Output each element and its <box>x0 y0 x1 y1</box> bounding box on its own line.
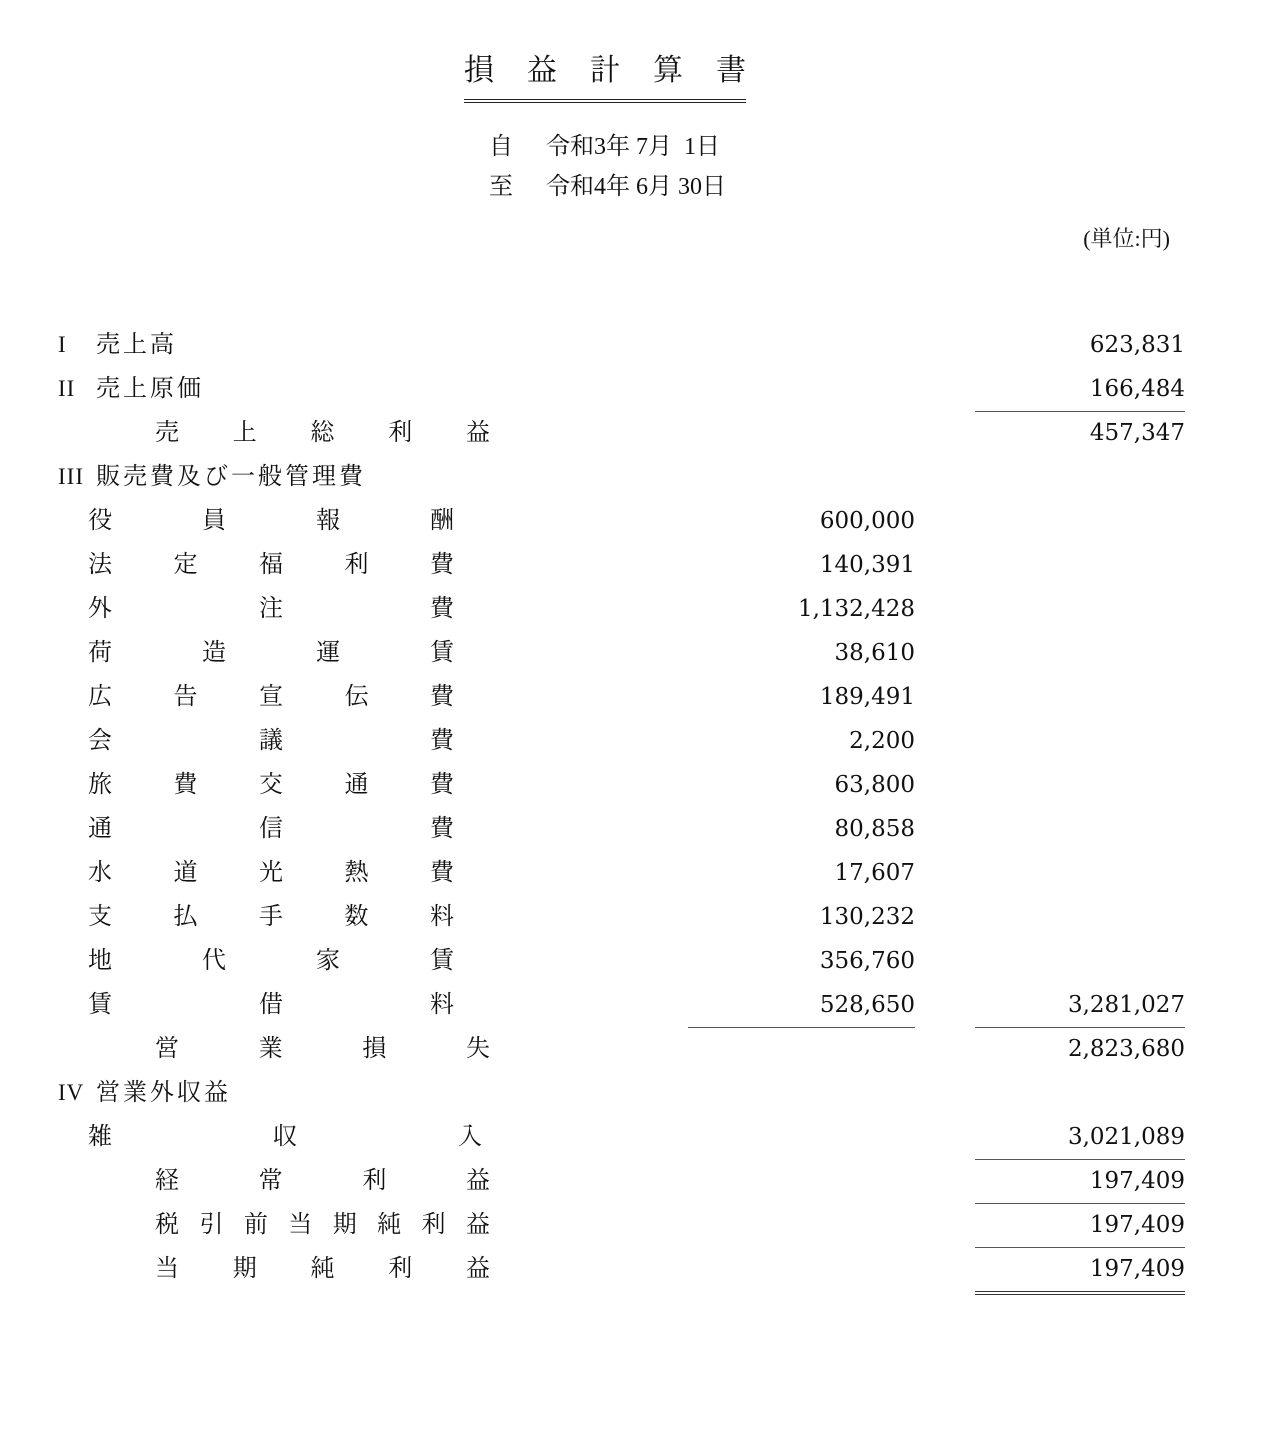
period-from-date: 令和3年 7月 1日 <box>546 134 720 160</box>
row-packing-freight <box>0 631 1264 675</box>
amount-detail: 356,760 <box>819 948 915 974</box>
section-numeral: III <box>58 464 84 489</box>
amount-total: 166,484 <box>975 367 1185 412</box>
row-operating-loss <box>0 1027 1264 1071</box>
section-numeral: I <box>58 332 67 357</box>
row-label: 通 信 費 <box>88 816 454 842</box>
row-label: 当 期 純 利 益 <box>155 1256 490 1282</box>
row-outsourcing <box>0 587 1264 631</box>
row-ordinary-profit <box>0 1159 1264 1203</box>
row-travel-expenses <box>0 763 1264 807</box>
page-title: 損 益 計 算 書 <box>464 54 746 103</box>
row-non-operating-income-header <box>0 1071 1264 1115</box>
amount-detail: 130,232 <box>819 904 915 930</box>
row-lease-fees <box>0 983 1264 1027</box>
amount-total: 457,347 <box>1089 420 1185 446</box>
row-commission-fees <box>0 895 1264 939</box>
row-label: 役 員 報 酬 <box>88 508 454 534</box>
row-sales <box>0 323 1264 367</box>
row-net-income <box>0 1247 1264 1291</box>
amount-detail: 600,000 <box>819 508 915 534</box>
row-label: 販売費及び一般管理費 <box>96 464 366 490</box>
row-label: 旅 費 交 通 費 <box>88 772 454 798</box>
row-label: 雑 収 入 <box>88 1124 482 1150</box>
period-from-label: 自 <box>489 134 513 160</box>
row-label: 経 常 利 益 <box>155 1168 490 1194</box>
amount-total: 197,409 <box>975 1247 1185 1295</box>
period-to <box>489 167 726 207</box>
row-label: 外 注 費 <box>88 596 454 622</box>
row-label: 税 引 前 当 期 純 利 益 <box>155 1212 490 1238</box>
amount-detail: 528,650 <box>688 983 915 1028</box>
row-label: 売上高 <box>96 332 177 358</box>
amount-total: 3,021,089 <box>975 1115 1185 1160</box>
row-cost-of-sales <box>0 367 1264 411</box>
row-land-rent <box>0 939 1264 983</box>
row-meeting-expenses <box>0 719 1264 763</box>
amount-total: 2,823,680 <box>1067 1036 1185 1062</box>
row-label: 賃 借 料 <box>88 992 454 1018</box>
row-gross-profit <box>0 411 1264 455</box>
amount-detail: 80,858 <box>834 816 915 842</box>
row-utilities <box>0 851 1264 895</box>
row-label: 水 道 光 熱 費 <box>88 860 454 886</box>
reporting-period <box>489 127 726 207</box>
row-pretax-net-income <box>0 1203 1264 1247</box>
row-communication-expenses <box>0 807 1264 851</box>
section-numeral: II <box>58 376 76 401</box>
row-advertising <box>0 675 1264 719</box>
amount-detail: 38,610 <box>834 640 915 666</box>
row-label: 売 上 総 利 益 <box>155 420 490 446</box>
amount-total: 623,831 <box>1089 332 1185 358</box>
row-sga-header <box>0 455 1264 499</box>
period-to-label: 至 <box>489 174 513 200</box>
period-to-date: 令和4年 6月 30日 <box>546 174 726 200</box>
amount-detail: 140,391 <box>819 552 915 578</box>
amount-total: 197,409 <box>975 1159 1185 1204</box>
row-label: 営 業 損 失 <box>155 1036 490 1062</box>
amount-detail: 17,607 <box>834 860 915 886</box>
row-label: 会 議 費 <box>88 728 454 754</box>
amount-total: 197,409 <box>975 1203 1185 1248</box>
row-label: 営業外収益 <box>96 1080 231 1106</box>
period-from <box>489 127 726 167</box>
amount-detail: 2,200 <box>849 728 915 754</box>
row-label: 荷 造 運 賃 <box>88 640 454 666</box>
row-label: 売上原価 <box>96 376 204 402</box>
row-label: 地 代 家 賃 <box>88 948 454 974</box>
unit-label: (単位:円) <box>1083 226 1170 251</box>
amount-detail: 189,491 <box>819 684 915 710</box>
statement-table <box>0 323 1264 1291</box>
amount-detail: 1,132,428 <box>797 596 915 622</box>
row-executive-compensation <box>0 499 1264 543</box>
row-label: 支 払 手 数 料 <box>88 904 454 930</box>
row-statutory-welfare <box>0 543 1264 587</box>
row-label: 広 告 宣 伝 費 <box>88 684 454 710</box>
row-label: 法 定 福 利 費 <box>88 552 454 578</box>
section-numeral: IV <box>58 1080 85 1105</box>
row-misc-income <box>0 1115 1264 1159</box>
amount-detail: 63,800 <box>834 772 915 798</box>
amount-total: 3,281,027 <box>975 983 1185 1028</box>
